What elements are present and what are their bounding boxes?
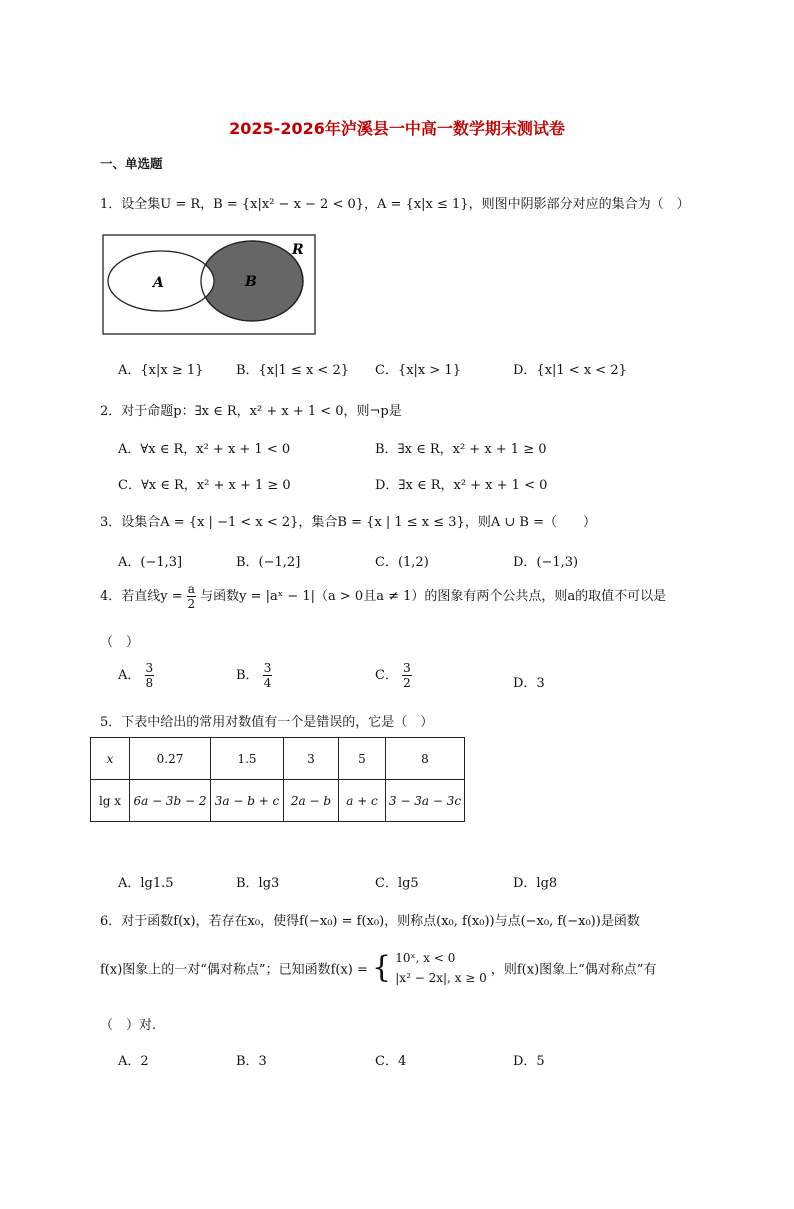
q2-option-d: D．∃x ∈ R，x² + x + 1 < 0 [375, 478, 548, 493]
q4-option-b [236, 662, 272, 689]
q4-option-a-num: 3 [145, 661, 154, 675]
q4-option-c-den: 2 [403, 676, 411, 690]
table-cell: 0.27 [130, 738, 211, 780]
table-cell: x [91, 738, 130, 780]
q3-option-a: A．(−1,3] [118, 555, 183, 570]
q4-option-d [513, 672, 545, 691]
q2-option-a: A．∀x ∈ R，x² + x + 1 < 0 [118, 442, 291, 457]
venn-label-b: B [245, 274, 257, 290]
q6-option-b: B．3 [236, 1054, 267, 1069]
q6-stem-line2-suffix: ，则f(x)图象上“偶对称点”有 [490, 962, 657, 978]
q5-stem: 5．下表中给出的常用对数值有一个是错误的，它是（ ） [100, 715, 434, 730]
table-cell: 1.5 [211, 738, 284, 780]
table-row-x [91, 738, 465, 780]
q4-option-b-den: 4 [263, 676, 272, 690]
q4-option-a-den: 8 [145, 676, 154, 690]
q1-option-c: C．{x|x > 1} [375, 363, 461, 378]
q4-option-a-letter: A． [118, 668, 141, 683]
table-cell: 3 [284, 738, 339, 780]
q5-option-b: B．lg3 [236, 876, 280, 891]
q6-case1: 10ˣ, x < 0 [395, 951, 456, 965]
q5-option-c: C．lg5 [375, 876, 419, 891]
venn-label-universe: R [292, 242, 304, 258]
venn-label-a: A [153, 275, 164, 291]
q4-option-b-letter: B． [236, 668, 259, 683]
q2-stem: 2．对于命题p：∃x ∈ R，x² + x + 1 < 0，则¬p是 [100, 404, 402, 419]
table-cell: 5 [339, 738, 386, 780]
q6-stem-line1: 6．对于函数f(x)，若存在x₀，使得f(−x₀) = f(x₀)，则称点(x₀, f(x₀))与点(−x₀, f(−x₀))是函数 [100, 914, 640, 929]
q1-option-a: A．{x|x ≥ 1} [118, 363, 204, 378]
q2-option-c: C．∀x ∈ R，x² + x + 1 ≥ 0 [118, 478, 291, 493]
q4-stem-suffix: 与函数y = |aˣ − 1|（a > 0且a ≠ 1）的图象有两个公共点，则a的取值不可以是 [200, 589, 667, 604]
table-cell: 3 − 3a − 3c [386, 780, 465, 822]
q6-stem-line3: （ ）对. [100, 1018, 157, 1033]
q6-piecewise-cases [395, 948, 486, 988]
page-title: 2025-2026年泸溪县一中高一数学期末测试卷 [229, 119, 565, 138]
q6-piecewise-brace: { [372, 950, 392, 985]
q6-case2: |x² − 2x|, x ≥ 0 [395, 971, 487, 985]
q4-option-b-num: 3 [263, 661, 272, 675]
q5-option-d: D．lg8 [513, 876, 558, 891]
q3-option-d: D．(−1,3) [513, 555, 579, 570]
q4-frac-den: 2 [187, 597, 196, 611]
q2-option-b: B．∃x ∈ R，x² + x + 1 ≥ 0 [375, 442, 547, 457]
q4-fraction [187, 583, 196, 610]
table-cell: 2a − b [284, 780, 339, 822]
table-cell: lg x [91, 780, 130, 822]
q6-option-c: C．4 [375, 1054, 407, 1069]
table-cell: a + c [339, 780, 386, 822]
q4-option-c-num: 3 [403, 661, 411, 675]
q6-option-a: A．2 [118, 1054, 149, 1069]
q4-stem-line2: （ ） [100, 635, 140, 650]
q5-option-a: A．lg1.5 [118, 876, 174, 891]
table-cell: 8 [386, 738, 465, 780]
q4-stem-prefix: 4．若直线y = [100, 589, 183, 604]
q3-option-c: C．(1,2) [375, 555, 429, 570]
q4-option-d-text: 3 [536, 676, 545, 691]
q4-option-d-letter: D． [513, 676, 537, 691]
q4-option-c [375, 662, 412, 689]
q6-stem-line2-prefix: f(x)图象上的一对“偶对称点”；已知函数f(x) = [100, 962, 368, 978]
q4-option-a [118, 662, 154, 689]
q4-stem [100, 583, 666, 610]
section-heading: 一、单选题 [100, 156, 163, 171]
table-row-lg [91, 780, 465, 822]
q3-option-b: B．(−1,2] [236, 555, 301, 570]
q6-option-d: D．5 [513, 1054, 545, 1069]
venn-diagram [102, 234, 317, 336]
q1-option-b: B．{x|1 ≤ x < 2} [236, 363, 349, 378]
table-cell: 6a − 3b − 2 [130, 780, 211, 822]
log-table [90, 737, 465, 822]
q1-option-d: D．{x|1 < x < 2} [513, 363, 627, 378]
q3-stem: 3．设集合A = {x | −1 < x < 2}，集合B = {x | 1 ≤ x ≤ 3}，则A ∪ B =（ ） [100, 515, 596, 530]
q4-frac-num: a [187, 582, 195, 596]
q6-stem-line2 [100, 948, 656, 988]
q4-option-c-letter: C． [375, 668, 398, 683]
q1-stem: 1．设全集U = R，B = {x|x² − x − 2 < 0}，A = {x|x ≤ 1}，则图中阴影部分对应的集合为（ ） [100, 197, 690, 212]
table-cell: 3a − b + c [211, 780, 284, 822]
